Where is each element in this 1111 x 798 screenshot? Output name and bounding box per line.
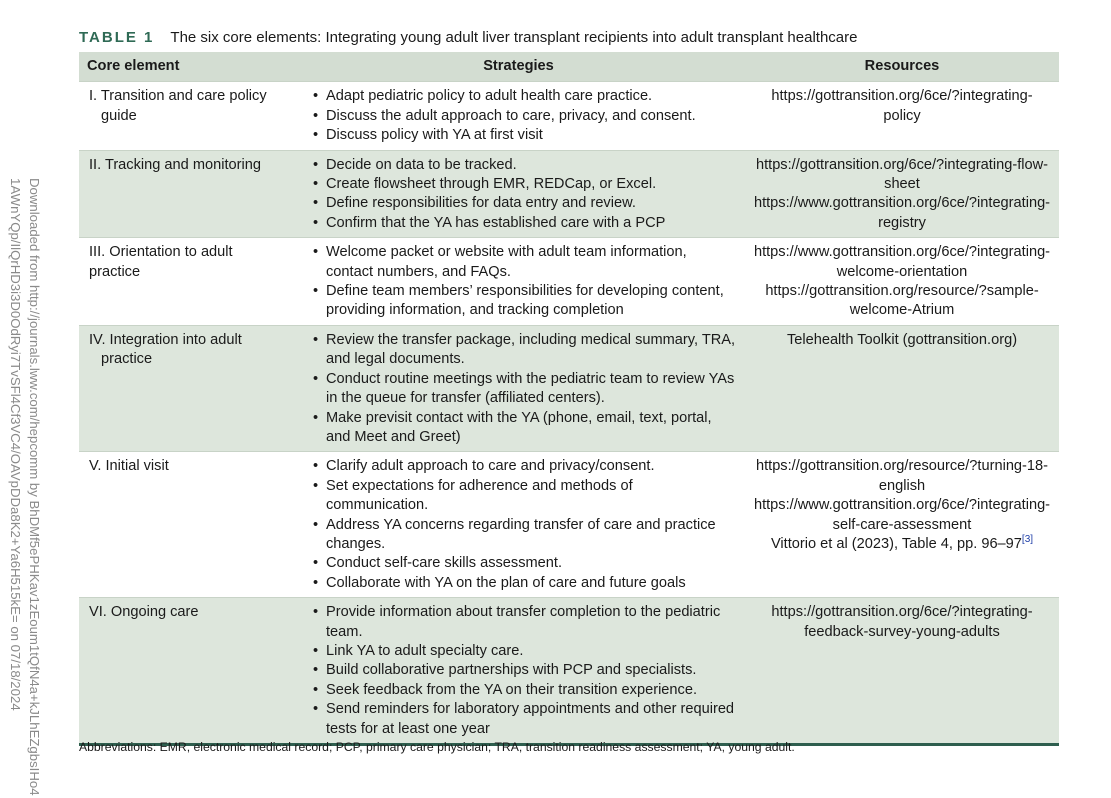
strategy-item: • Define team members’ responsibilities for developing content, providing information, and tracking completion — [313, 282, 737, 321]
core-element-cell — [79, 598, 292, 745]
strategy-item: • Adapt pediatric policy to adult health care practice. — [313, 87, 737, 106]
core-element-label: III. Orientation to adult practice — [89, 244, 233, 280]
strategy-item: • Conduct self-care skills assessment. — [313, 554, 737, 573]
strategy-item: • Review the transfer package, including medical summary, TRA, and legal documents. — [313, 331, 737, 370]
strategy-item: • Decide on data to be tracked. — [313, 156, 737, 175]
download-watermark-line-2: 1AWnYQp/IlQrHD3i3D0OdRyi7TvSFl4Cf3VC4/OAVpDDa8K2+Ya6H515kE= on 07/18/2024 — [8, 178, 23, 711]
header-strategies: Strategies — [483, 58, 554, 74]
resource-link[interactable]: Telehealth Toolkit (gottransition.org) — [786, 331, 1018, 348]
core-element-label: VI. Ongoing care — [89, 604, 199, 621]
core-element-cell — [79, 325, 292, 451]
resources-cell — [745, 82, 1059, 150]
table-caption — [79, 28, 857, 48]
resource-citation — [753, 535, 1051, 554]
strategy-item: • Confirm that the YA has established care with a PCP — [313, 214, 737, 233]
resource-link[interactable]: https://www.gottransition.org/6ce/?integrating-self-care-assessment — [753, 497, 1051, 533]
strategy-item: • Define responsibilities for data entry and review. — [313, 194, 737, 213]
strategies-cell — [292, 325, 745, 451]
resources-cell — [745, 238, 1059, 326]
strategy-list — [300, 87, 737, 145]
strategies-cell — [292, 238, 745, 326]
table-row — [79, 452, 1059, 598]
strategy-list — [300, 243, 737, 321]
resources-cell — [745, 452, 1059, 598]
resources-cell — [745, 150, 1059, 238]
resource-link[interactable]: https://gottransition.org/6ce/?integrating-flow-sheet — [755, 156, 1049, 193]
table-row — [79, 82, 1059, 150]
core-element-label: V. Initial visit — [89, 458, 169, 475]
core-element-label: I. Transition and care policy guide — [89, 88, 267, 124]
table-label: TABLE 1 — [79, 29, 155, 46]
core-element-label: II. Tracking and monitoring — [89, 156, 261, 173]
header-resources: Resources — [864, 58, 940, 74]
strategy-item: • Address YA concerns regarding transfer of care and practice changes. — [313, 516, 737, 555]
resource-link[interactable]: https://gottransition.org/6ce/?integrating-policy — [771, 88, 1033, 124]
strategy-item: • Send reminders for laboratory appointments and other required tests for at least one year — [313, 700, 737, 739]
strategy-list — [300, 603, 737, 739]
table-row — [79, 325, 1059, 451]
resource-link[interactable]: https://gottransition.org/resource/?turning-18-english — [755, 458, 1049, 494]
core-element-cell — [79, 238, 292, 326]
strategy-item: • Clarify adult approach to care and privacy/consent. — [313, 457, 737, 476]
strategy-item: • Provide information about transfer completion to the pediatric team. — [313, 603, 737, 642]
strategies-cell — [292, 598, 745, 745]
strategies-cell — [292, 452, 745, 598]
strategy-item: • Build collaborative partnerships with PCP and specialists. — [313, 661, 737, 680]
strategy-item: • Seek feedback from the YA on their transition experience. — [313, 681, 737, 700]
download-watermark-line-1: Downloaded from http://journals.lww.com/hepcomm by BhDMf5ePHKav1zEoum1tQfN4a+kJLhEZgbsIHo4 — [27, 178, 42, 796]
resource-link[interactable]: https://gottransition.org/resource/?sample-welcome-Atrium — [765, 283, 1039, 319]
strategy-item: • Link YA to adult specialty care. — [313, 642, 737, 661]
table-header-row — [79, 52, 1059, 82]
core-element-cell — [79, 82, 292, 150]
strategy-list — [300, 457, 737, 593]
reference-link[interactable]: [3] — [1021, 534, 1034, 546]
strategy-list — [300, 331, 737, 447]
strategy-item: • Welcome packet or website with adult team information, contact numbers, and FAQs. — [313, 243, 737, 282]
strategy-item: • Set expectations for adherence and methods of communication. — [313, 477, 737, 516]
strategy-list — [300, 156, 737, 234]
strategies-cell — [292, 82, 745, 150]
core-element-label: IV. Integration into adult practice — [89, 331, 242, 368]
resource-link[interactable]: https://www.gottransition.org/6ce/?integrating-registry — [753, 195, 1051, 231]
core-element-cell — [79, 452, 292, 598]
core-element-cell — [79, 150, 292, 238]
strategy-item: • Create flowsheet through EMR, REDCap, or Excel. — [313, 175, 737, 194]
core-elements-table — [79, 52, 1059, 746]
strategy-item: • Make previsit contact with the YA (phone, email, text, portal, and Meet and Greet) — [313, 409, 737, 448]
resource-link[interactable]: https://gottransition.org/6ce/?integrating-feedback-survey-young-adults — [771, 604, 1033, 640]
citation-text: Vittorio et al (2023), Table 4, pp. 96–97 — [770, 535, 1022, 552]
strategy-item: • Discuss policy with YA at first visit — [313, 126, 737, 145]
strategy-item: • Conduct routine meetings with the pediatric team to review YAs in the queue for transfer (affiliated centers). — [313, 370, 737, 409]
header-core-element: Core element — [87, 58, 180, 74]
download-watermark — [0, 178, 44, 798]
resource-link[interactable]: https://www.gottransition.org/6ce/?integrating-welcome-orientation — [753, 244, 1051, 280]
strategies-cell — [292, 150, 745, 238]
table-row — [79, 598, 1059, 745]
table-title: The six core elements: Integrating young adult liver transplant recipients into adult transplant healthcare — [170, 29, 858, 46]
strategy-item: • Discuss the adult approach to care, privacy, and consent. — [313, 107, 737, 126]
abbreviations-footnote: Abbreviations: EMR, electronic medical record; PCP, primary care physician; TRA, transition readiness assessment; YA, young adult. — [79, 740, 795, 754]
resources-cell — [745, 598, 1059, 745]
table-row — [79, 150, 1059, 238]
table-row — [79, 238, 1059, 326]
strategy-item: • Collaborate with YA on the plan of care and future goals — [313, 574, 737, 593]
resources-cell — [745, 325, 1059, 451]
